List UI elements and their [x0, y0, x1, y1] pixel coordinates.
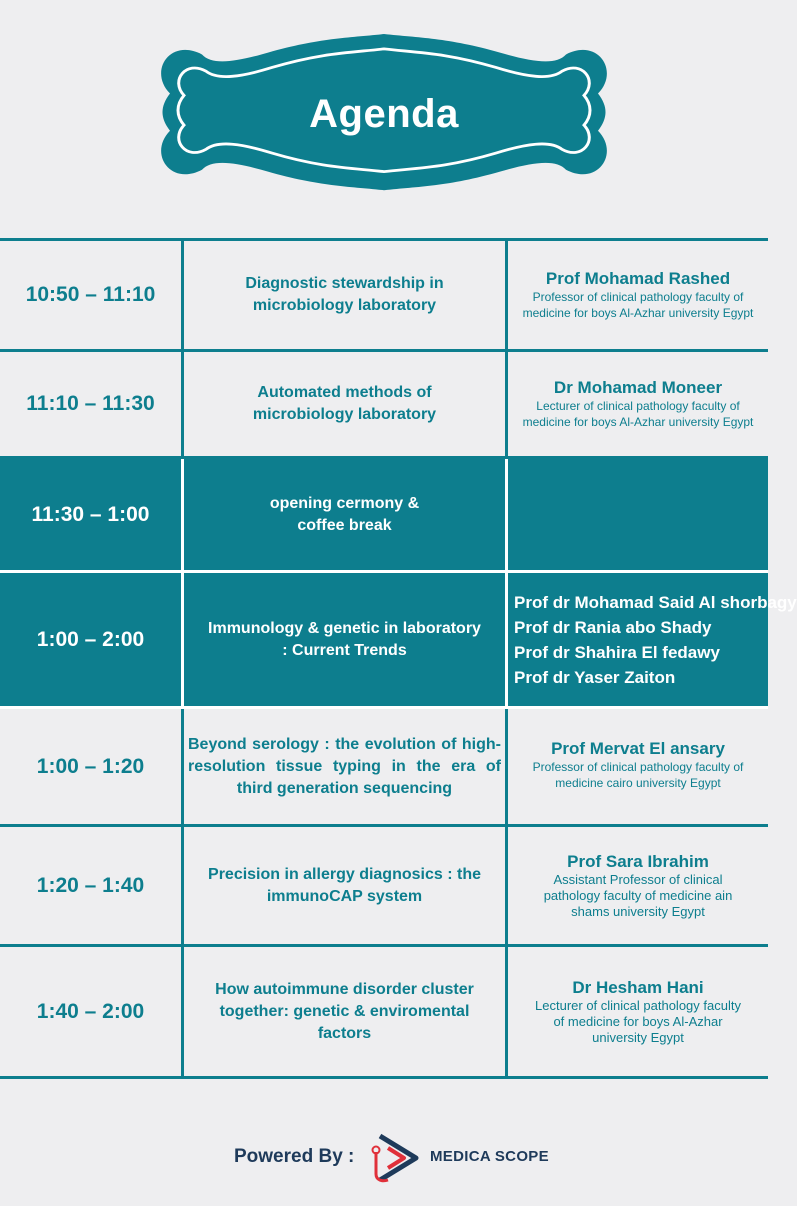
- topic-cell: Immunology & genetic in laboratory : Current Trends: [183, 572, 507, 708]
- speaker-cell: [507, 826, 769, 946]
- speaker-name: Dr Hesham Hani: [572, 977, 704, 997]
- time-cell: 10:50 – 11:10: [0, 240, 183, 351]
- panel-speaker: Prof dr Mohamad Said Al shorbagy: [514, 592, 797, 612]
- speaker-description: Assistant Professor of clinical pathology faculty of medicine ain shams university Egypt: [543, 871, 733, 919]
- agenda-row: [0, 351, 768, 458]
- speaker-name: Prof Mohamad Rashed: [545, 269, 731, 288]
- agenda-row: [0, 240, 768, 351]
- agenda-banner: [150, 40, 618, 200]
- agenda-row: [0, 946, 768, 1078]
- agenda-row: [0, 708, 768, 826]
- topic-cell: Automated methods of microbiology laboratory: [183, 351, 507, 458]
- speaker-cell: [507, 240, 769, 351]
- speaker-name: Prof Mervat El ansary: [551, 739, 725, 758]
- speaker-name: Dr Mohamad Moneer: [553, 378, 723, 397]
- time-cell: 1:00 – 1:20: [0, 708, 183, 826]
- time-cell: 11:10 – 11:30: [0, 351, 183, 458]
- panel-speaker: Prof dr Shahira El fedawy: [514, 642, 720, 662]
- speaker-cell: [507, 946, 769, 1078]
- page-title: Agenda: [309, 91, 459, 136]
- time-cell: 1:40 – 2:00: [0, 946, 183, 1078]
- agenda-row: [0, 826, 768, 946]
- speaker-name: Prof Sara Ibrahim: [567, 851, 709, 871]
- agenda-row-panel: [0, 572, 768, 708]
- speaker-description: Professor of clinical pathology faculty of medicine for boys Al-Azhar university Egypt: [522, 290, 754, 320]
- time-cell: 11:30 – 1:00: [0, 458, 183, 572]
- speaker-description: Lecturer of clinical pathology faculty of medicine for boys Al-Azhar university Egypt: [535, 997, 741, 1045]
- speaker-cell-empty: [507, 458, 769, 572]
- speaker-cell: [507, 708, 769, 826]
- powered-by-label: Powered By :: [234, 1146, 355, 1167]
- topic-cell: How autoimmune disorder cluster together: genetic & enviromental factors: [183, 946, 507, 1078]
- topic-cell: Diagnostic stewardship in microbiology laboratory: [183, 240, 507, 351]
- speaker-description: Lecturer of clinical pathology faculty of medicine for boys Al-Azhar university Egypt: [522, 399, 754, 429]
- speaker-cell: [507, 351, 769, 458]
- play-logo-icon: [366, 1130, 428, 1186]
- time-cell: 1:20 – 1:40: [0, 826, 183, 946]
- panel-speakers-cell: [507, 572, 797, 708]
- footer: [0, 1130, 768, 1190]
- topic-cell: opening cermony & coffee break: [183, 458, 507, 572]
- topic-cell: Precision in allergy diagnosics : the immunoCAP system: [183, 826, 507, 946]
- topic-cell: Beyond serology : the evolution of high-resolution tissue typing in the era of third generation sequencing: [183, 708, 507, 826]
- speaker-description: Professor of clinical pathology faculty of medicine cairo university Egypt: [532, 760, 744, 790]
- agenda-table: [0, 238, 797, 1079]
- panel-speaker: Prof dr Rania abo Shady: [514, 617, 712, 637]
- panel-speaker: Prof dr Yaser Zaiton: [514, 667, 676, 687]
- time-cell: 1:00 – 2:00: [0, 572, 183, 708]
- agenda-row-break: [0, 458, 768, 572]
- brand-name: MEDICA SCOPE: [430, 1148, 549, 1165]
